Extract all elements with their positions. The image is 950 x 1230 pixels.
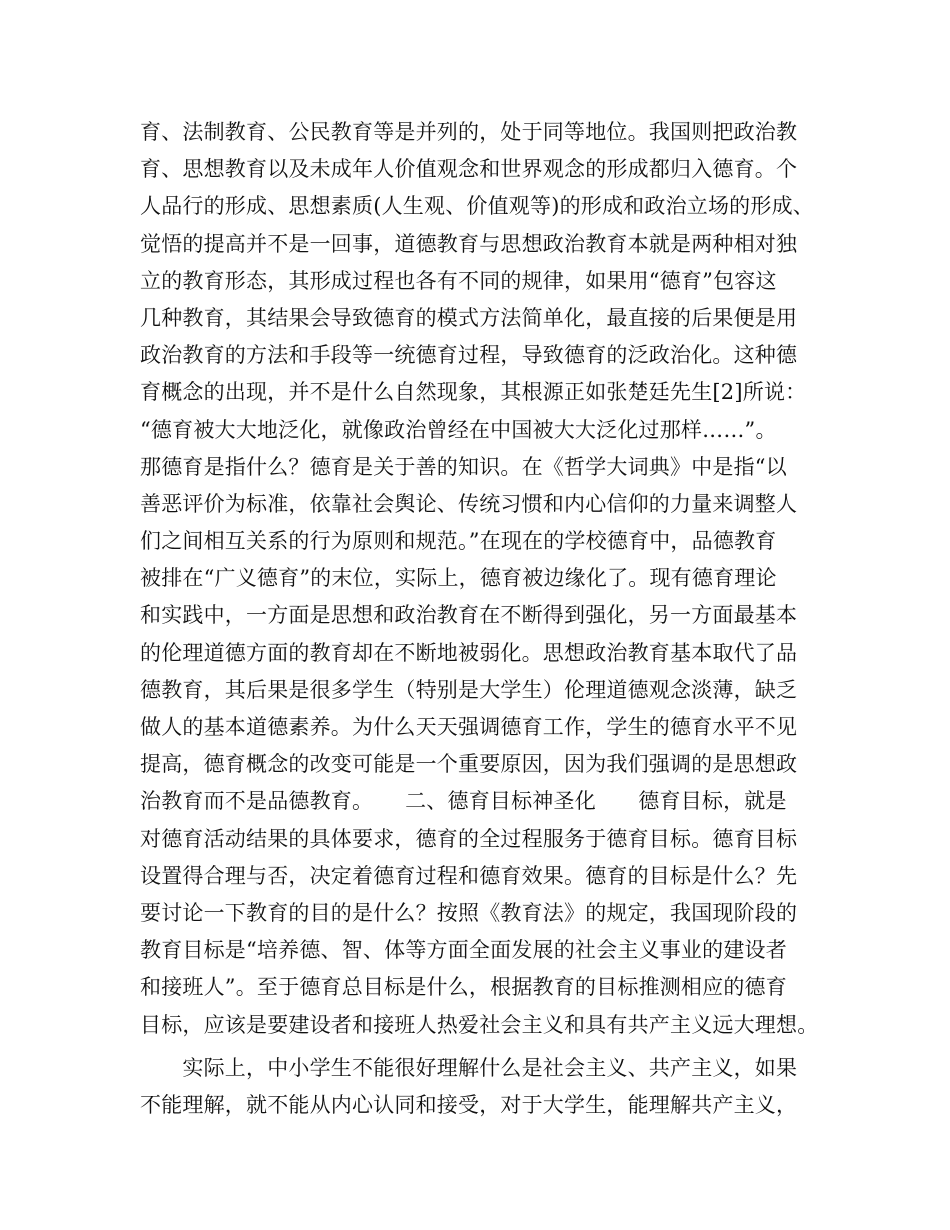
text-line: 育、思想教育以及未成年人价值观念和世界观念的形成都归入德育。个 (140, 157, 798, 182)
text-line: 治教育而不是品德教育。 二、德育目标神圣化 德育目标，就是 (140, 789, 787, 814)
text-line: 育概念的出现，并不是什么自然现象，其根源正如张楚廷先生[2]所说： (140, 380, 807, 405)
text-line: 觉悟的提高并不是一回事，道德教育与思想政治教育本就是两种相对独 (140, 231, 798, 256)
text-line: 教育目标是“培养德、智、体等方面全面发展的社会主义事业的建设者 (140, 938, 787, 963)
text-line: 不能理解，就不能从内心认同和接受，对于大学生，能理解共产主义， (140, 1092, 798, 1117)
text-line: 善恶评价为标准，依靠社会舆论、传统习惯和内心信仰的力量来调整人 (140, 491, 798, 516)
text-line: 目标，应该是要建设者和接班人热爱社会主义和具有共产主义远大理想。 (140, 1012, 819, 1037)
text-line: “德育被大大地泛化，就像政治曾经在中国被大大泛化过那样……”。 (140, 417, 777, 442)
text-line: 做人的基本道德素养。为什么天天强调德育工作，学生的德育水平不见 (140, 715, 798, 739)
text-line: 政治教育的方法和手段等一统德育过程，导致德育的泛政治化。这种德 (140, 343, 798, 368)
text-line: 们之间相互关系的行为原则和规范。”在现在的学校德育中，品德教育 (140, 529, 777, 554)
text-line: 提高，德育概念的改变可能是一个重要原因，因为我们强调的是思想政 (140, 752, 798, 777)
text-line: 实际上，中小学生不能很好理解什么是社会主义、共产主义，如果 (140, 1055, 798, 1080)
body-text (140, 114, 830, 1124)
text-line: 人品行的形成、思想素质(人生观、价值观等)的形成和政治立场的形成、 (140, 194, 814, 219)
text-line: 那德育是指什么？德育是关于善的知识。在《哲学大词典》中是指“以 (140, 454, 787, 479)
text-line: 被排在“广义德育”的末位，实际上，德育被边缘化了。现有德育理论 (140, 566, 777, 591)
text-line: 对德育活动结果的具体要求，德育的全过程服务于德育目标。德育目标 (140, 826, 798, 851)
text-line: 几种教育，其结果会导致德育的模式方法简单化，最直接的后果便是用 (140, 305, 798, 330)
text-line: 的伦理道德方面的教育却在不断地被弱化。思想政治教育基本取代了品 (140, 640, 798, 665)
text-line: 育、法制教育、公民教育等是并列的，处于同等地位。我国则把政治教 (140, 120, 798, 144)
text-line: 德教育，其后果是很多学生（特别是大学生）伦理道德观念淡薄，缺乏 (140, 677, 798, 702)
text-line: 设置得合理与否，决定着德育过程和德育效果。德育的目标是什么？先 (140, 863, 798, 888)
text-line: 立的教育形态，其形成过程也各有不同的规律，如果用“德育”包容这 (140, 268, 777, 293)
text-line: 要讨论一下教育的目的是什么？按照《教育法》的规定，我国现阶段的 (140, 900, 798, 925)
text-line: 和接班人”。至于德育总目标是什么，根据教育的目标推测相应的德育 (140, 975, 787, 1000)
text-line: 和实践中，一方面是思想和政治教育在不断得到强化，另一方面最基本 (140, 603, 798, 628)
